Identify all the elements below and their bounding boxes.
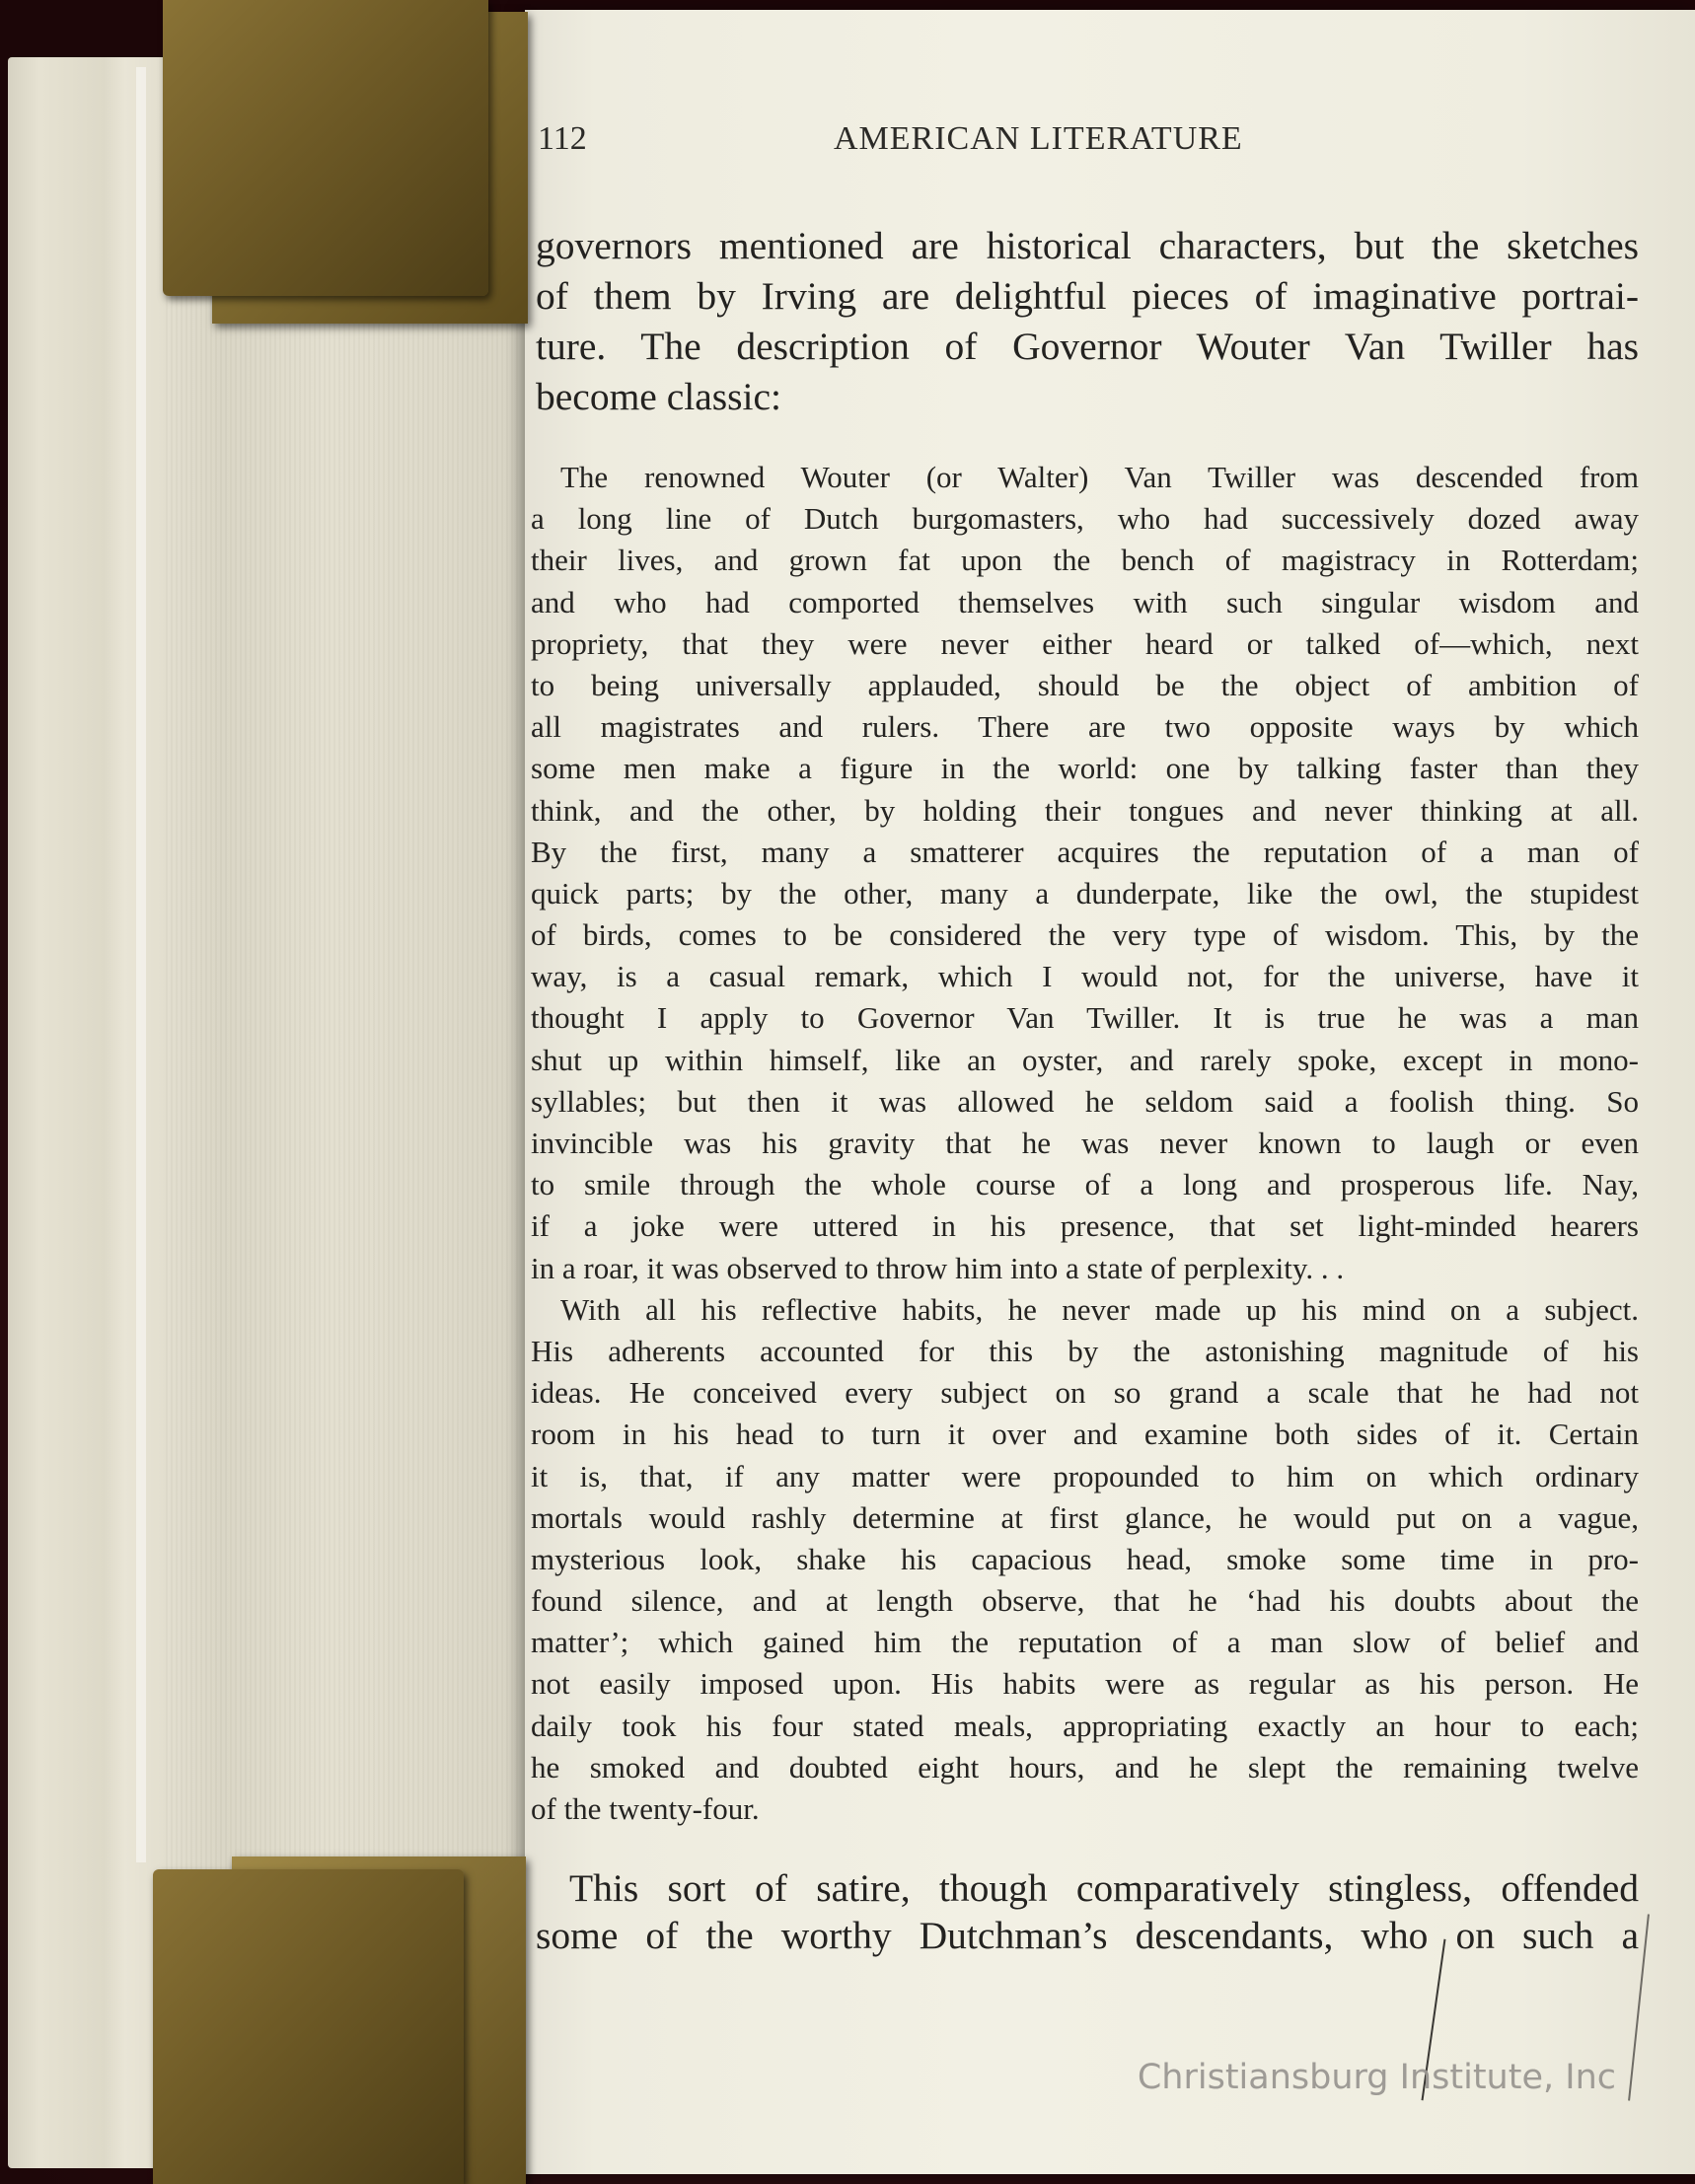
text-line: of them by Irving are delightful pieces of imaginative portrai-	[536, 274, 1639, 318]
watermark: Christiansburg Institute, Inc	[1137, 2058, 1616, 2097]
quote-line: found silence, and at length observe, that he ‘had his doubts about the	[531, 1583, 1639, 1619]
quote-line: thought I apply to Governor Van Twiller. It is true he was a man	[531, 1000, 1639, 1036]
intro-paragraph	[536, 221, 1639, 422]
quote-line: their lives, and grown fat upon the bench of magistracy in Rotterdam;	[531, 543, 1639, 578]
quote-line: ideas. He conceived every subject on so grand a scale that he had not	[531, 1375, 1639, 1411]
page-heading: AMERICAN LITERATURE	[834, 120, 1243, 157]
quote-line: a long line of Dutch burgomasters, who had successively dozed away	[531, 501, 1639, 537]
top-clip	[163, 0, 488, 296]
quote-line: The renowned Wouter (or Walter) Van Twiller was descended from	[560, 460, 1639, 494]
text-line: ture. The description of Governor Wouter Van Twiller has	[536, 325, 1639, 368]
page-number: 112	[538, 120, 587, 157]
quote-line: it is, that, if any matter were propounded to him on which ordinary	[531, 1458, 1639, 1493]
quote-line: not easily imposed upon. His habits were as regular as his person. He	[531, 1666, 1639, 1702]
quote-line: and who had comported themselves with such singular wisdom and	[531, 584, 1639, 619]
quote-line: By the first, many a smatterer acquires the reputation of a man of	[531, 834, 1639, 869]
quote-line: to being universally applauded, should be the object of ambition of	[531, 667, 1639, 702]
quote-line: all magistrates and rulers. There are two opposite ways by which	[531, 709, 1639, 745]
text-line: some of the worthy Dutchman’s descendants, who on such a	[536, 1914, 1639, 1957]
quote-line: of the twenty-four.	[531, 1791, 760, 1826]
quote-line: His adherents accounted for this by the astonishing magnitude of his	[531, 1333, 1639, 1368]
quote-line: if a joke were uttered in his presence, that set light-minded hearers	[531, 1208, 1639, 1244]
quote-line: matter’; which gained him the reputation of a man slow of belief and	[531, 1625, 1639, 1660]
quote-line: shut up within himself, like an oyster, and rarely spoke, except in mono-	[531, 1042, 1639, 1077]
quote-line: mysterious look, shake his capacious head, smoke some time in pro-	[531, 1541, 1639, 1576]
quote-line: quick parts; by the other, many a dunderpate, like the owl, the stupidest	[531, 875, 1639, 910]
quote-line: way, is a casual remark, which I would not, for the universe, have it	[531, 959, 1639, 994]
quote-line: propriety, that they were never either heard or talked of—which, next	[531, 625, 1639, 661]
quote-line: some men make a figure in the world: one by talking faster than they	[531, 751, 1639, 786]
quote-line: room in his head to turn it over and examine both sides of it. Certain	[531, 1417, 1639, 1452]
quote-line: daily took his four stated meals, appropriating exactly an hour to each;	[531, 1708, 1639, 1743]
bottom-clip	[153, 1869, 464, 2184]
text-line: This sort of satire, though comparatively stingless, offended	[569, 1866, 1639, 1910]
quote-line: invincible was his gravity that he was never known to laugh or even	[531, 1126, 1639, 1160]
quote-line: mortals would rashly determine at first glance, he would put on a vague,	[531, 1499, 1639, 1535]
quote-line: he smoked and doubted eight hours, and he slept the remaining twelve	[531, 1749, 1639, 1784]
quote-line: to smile through the whole course of a long and prosperous life. Nay,	[531, 1167, 1639, 1202]
text-line: governors mentioned are historical characters, but the sketches	[536, 224, 1639, 267]
running-head	[538, 120, 1638, 166]
block-quote	[531, 457, 1639, 1830]
closing-paragraph	[536, 1864, 1639, 1959]
quote-line: syllables; but then it was allowed he seldom said a foolish thing. So	[531, 1083, 1639, 1119]
quote-line: of birds, comes to be considered the very type of wisdom. This, by the	[531, 917, 1639, 953]
left-page-stack	[8, 57, 541, 2168]
text-line: become classic:	[536, 375, 781, 418]
quote-line: in a roar, it was observed to throw him into a state of perplexity. . .	[531, 1250, 1345, 1285]
quote-line: With all his reflective habits, he never made up his mind on a subject.	[560, 1291, 1639, 1327]
quote-line: think, and the other, by holding their tongues and never thinking at all.	[531, 792, 1639, 828]
